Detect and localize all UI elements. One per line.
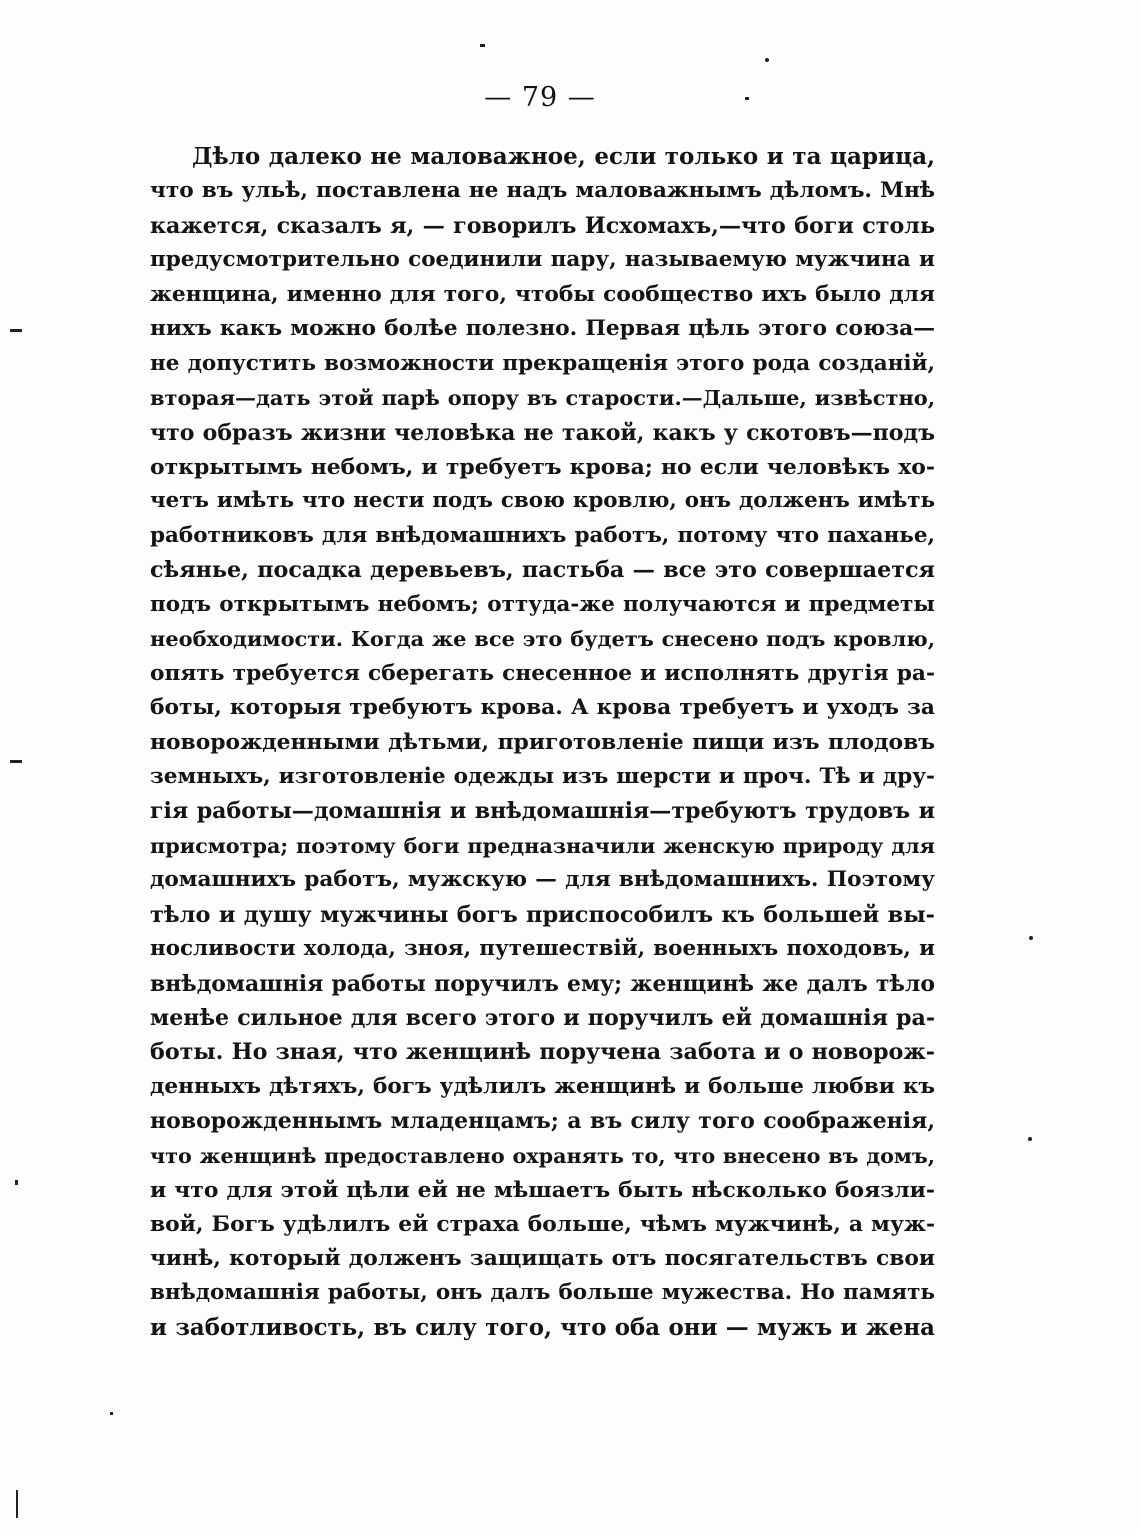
text-line: Дѣло далеко не маловажное, если только и та царица, bbox=[192, 143, 935, 170]
text-line: носливости холода, зноя, путешествій, военныхъ походовъ, и bbox=[150, 936, 935, 962]
text-line: вторая—дать этой парѣ опору въ старости.—Дальше, извѣстно, bbox=[150, 385, 935, 411]
margin-mark bbox=[16, 1490, 18, 1518]
text-line: предусмотрительно соединили пару, называемую мужчина и bbox=[150, 247, 935, 273]
text-line: внѣдомашнія работы, онъ далъ больше мужества. Но память bbox=[150, 1280, 935, 1306]
margin-mark bbox=[10, 760, 22, 763]
scan-speck bbox=[1029, 936, 1033, 940]
scan-speck bbox=[15, 1180, 18, 1185]
text-line: менѣе сильное для всего этого и поручилъ ей домашнія ра- bbox=[150, 1004, 935, 1031]
text-line: новорожденными дѣтьми, приготовленіе пищи изъ плодовъ bbox=[150, 729, 935, 756]
margin-mark bbox=[10, 329, 22, 332]
text-line: открытымъ небомъ, и требуетъ крова; но если человѣкъ хо- bbox=[150, 453, 935, 480]
text-line: гія работы—домашнія и внѣдомашнія—требуютъ трудовъ и bbox=[150, 798, 935, 825]
text-line: работниковъ для внѣдомашнихъ работъ, потому что паханье, bbox=[150, 522, 935, 548]
text-line: что образъ жизни человѣка не такой, какъ у скотовъ—подъ bbox=[150, 419, 935, 446]
text-line: опять требуется сберегать снесенное и исполнять другія ра- bbox=[150, 660, 935, 686]
text-line: новорожденнымъ младенцамъ; а въ силу того соображенія, bbox=[150, 1108, 935, 1135]
text-line: домашнихъ работъ, мужскую — для внѣдомашнихъ. Поэтому bbox=[150, 867, 935, 893]
text-line: необходимости. Когда же все это будетъ снесено подъ кровлю, bbox=[150, 626, 935, 652]
text-line: внѣдомашнія работы поручилъ ему; женщинѣ же далъ тѣло bbox=[150, 970, 935, 997]
text-line: что женщинѣ предоставлено охранять то, что внесено въ домъ, bbox=[150, 1143, 935, 1168]
text-line: боты. Но зная, что женщинѣ поручена забота и о новорож- bbox=[150, 1039, 935, 1066]
text-line: кажется, сказалъ я, — говорилъ Исхомахъ,—что боги столь bbox=[150, 212, 935, 239]
text-line: не допустить возможности прекращенія этого рода созданій, bbox=[150, 350, 935, 376]
text-line: присмотра; поэтому боги предназначили женскую природу для bbox=[150, 833, 935, 858]
text-line: и что для этой цѣли ей не мѣшаетъ быть нѣсколько боязли- bbox=[150, 1177, 935, 1204]
scan-speck bbox=[110, 1412, 113, 1415]
text-line: земныхъ, изготовленіе одежды изъ шерсти и проч. Тѣ и дру- bbox=[150, 763, 935, 789]
scan-speck bbox=[765, 58, 769, 62]
text-line: сѣянье, посадка деревьевъ, пастьба — все это совершается bbox=[150, 557, 935, 584]
text-line: боты, которыя требуютъ крова. А крова требуетъ и уходъ за bbox=[150, 695, 935, 720]
text-line: женщина, именно для того, чтобы сообщество ихъ было для bbox=[150, 281, 935, 307]
text-line: и заботливость, въ силу того, что оба они — мужъ и жена bbox=[150, 1314, 935, 1341]
scan-speck bbox=[1028, 1137, 1032, 1141]
text-line: денныхъ дѣтяхъ, богъ удѣлилъ женщинѣ и больше любви къ bbox=[150, 1073, 935, 1099]
text-line: подъ открытымъ небомъ; оттуда-же получаются и предметы bbox=[150, 591, 935, 617]
text-line: вой, Богъ удѣлилъ ей страха больше, чѣмъ мужчинѣ, а муж- bbox=[150, 1211, 935, 1237]
scan-speck bbox=[745, 97, 749, 100]
text-line: чинѣ, который долженъ защищать отъ посягательствъ свои bbox=[150, 1246, 935, 1271]
text-line: тѣло и душу мужчины богъ приспособилъ къ большей вы- bbox=[150, 901, 935, 928]
body-text bbox=[150, 140, 935, 1345]
text-line: что въ ульѣ, поставлена не надъ маловажнымъ дѣломъ. Мнѣ bbox=[150, 178, 935, 204]
scan-speck bbox=[480, 44, 485, 47]
text-line: четъ имѣть что нести подъ свою кровлю, онъ долженъ имѣть bbox=[150, 488, 935, 514]
page-number: — 79 — bbox=[484, 82, 596, 113]
text-line: нихъ какъ можно болѣе полезно. Первая цѣль этого союза— bbox=[150, 316, 935, 342]
